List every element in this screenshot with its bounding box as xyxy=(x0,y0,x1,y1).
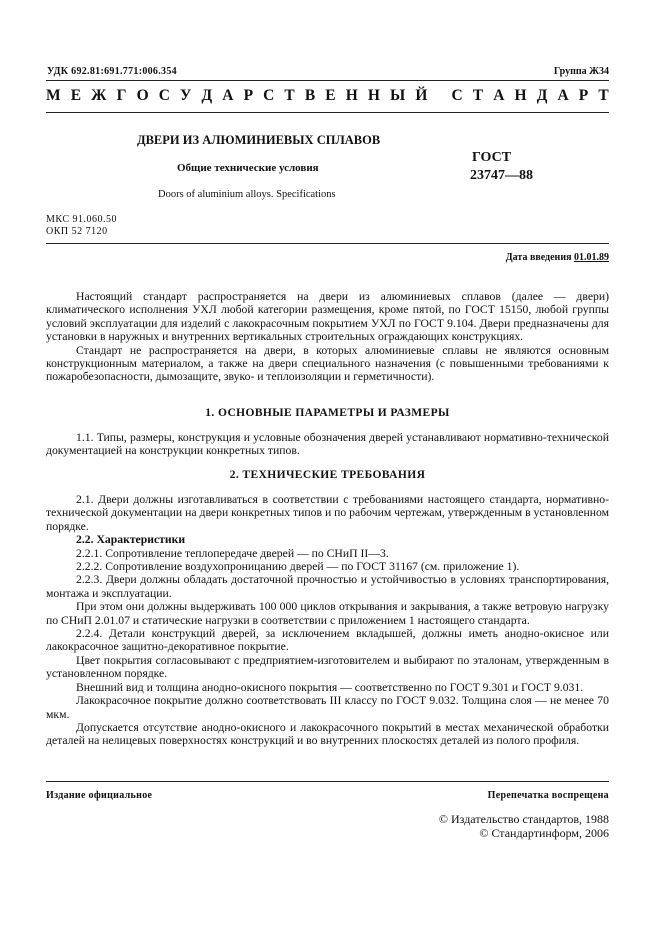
title-rule xyxy=(46,112,609,113)
standard-heading-letter: Ы xyxy=(390,87,406,104)
document-english-title: Doors of aluminium alloys. Specifications xyxy=(158,189,336,200)
clause-2-2-heading: 2.2. Характеристики xyxy=(76,533,186,547)
standard-heading-letter: У xyxy=(180,87,192,104)
clause-2-2-4-color: Цвет покрытия согласовывают с предприятием-изготовителем и выбирают по эталонам, утвержденным в установленном порядке. xyxy=(46,653,609,681)
codes-rule xyxy=(46,243,609,244)
standard-heading-letter: Н xyxy=(514,87,527,104)
clause-2-2-1: 2.2.1. Сопротивление теплопередаче дверей — по СНиП II—3. xyxy=(76,546,389,560)
header-rule xyxy=(46,80,609,81)
introduction-date xyxy=(506,252,609,263)
standard-heading-letter: А xyxy=(493,87,505,104)
intro-text xyxy=(46,290,609,384)
standard-heading-letter: Т xyxy=(472,87,484,104)
standard-heading-letter xyxy=(438,87,442,105)
section-2-heading: 2. ТЕХНИЧЕСКИЕ ТРЕБОВАНИЯ xyxy=(229,469,426,481)
standard-heading-letter: Р xyxy=(578,87,589,104)
footer-rule xyxy=(46,781,609,782)
gost-number xyxy=(470,149,540,185)
classification-codes xyxy=(46,214,117,238)
standard-heading-letter: Д xyxy=(536,87,548,104)
document-subtitle: Общие технические условия xyxy=(177,162,319,174)
standard-heading-letter: А xyxy=(222,87,234,104)
date-value: 01.01.89 xyxy=(574,252,609,263)
standard-heading-letter: Ж xyxy=(91,87,107,104)
section-2-text xyxy=(46,493,609,748)
standard-heading-letter: Е xyxy=(325,87,336,104)
standard-heading-letter: Т xyxy=(598,87,609,104)
clause-1-1: 1.1. Типы, размеры, конструкция и условные обозначения дверей устанавливают нормативно-технической документацией на конструкции конкретных типов. xyxy=(46,431,609,458)
standard-heading-letter: Е xyxy=(70,87,82,104)
standard-heading-letter: А xyxy=(557,87,569,104)
section-1-text xyxy=(46,431,609,458)
standard-heading-letter: С xyxy=(451,87,463,104)
standard-heading-letter: Д xyxy=(201,87,213,104)
clause-2-1: 2.1. Двери должны изготавливаться в соответствии с требованиями настоящего стандарта, нормативно-технической документации на двери конкретных типов и по рабочим чертежам, утвержденным в установленном порядке. xyxy=(46,493,609,533)
intro-paragraph: Настоящий стандарт распространяется на двери из алюминиевых сплавов (далее — двери) климатического исполнения УХЛ любой категории размещения, кроме пятой, по ГОСТ 15150, любой группы условий эксплуатации для изделий с лакокрасочным покрытием УХЛ по ГОСТ 9.104. Двери предназначены для установки в наружных и внутренних вертикальных строительных ограждающих конструкциях. xyxy=(46,290,609,344)
interstate-standard-heading xyxy=(46,87,609,105)
clause-2-2-4-exceptions: Допускается отсутствие анодно-окисного и лакокрасочного покрытий в местах механической обработки деталей на нелицевых поверхностях конструкций и во внутренних плоскостях деталей из полого профиля. xyxy=(46,720,609,748)
mks-code: МКС 91.060.50 xyxy=(46,214,117,225)
gost-label-line1: ГОСТ xyxy=(472,150,512,165)
okp-code: ОКП 52 7120 xyxy=(46,226,108,237)
gost-label-line2: 23747—88 xyxy=(470,168,533,183)
standard-heading-letter: Н xyxy=(367,87,380,104)
clause-2-2-4-paint: Лакокрасочное покрытие должно соответствовать III классу по ГОСТ 9.032. Толщина слоя — не менее 70 мкм. xyxy=(46,694,609,721)
official-edition-label: Издание официальное xyxy=(46,790,153,801)
standard-heading-letter: В xyxy=(304,87,316,104)
group-code: Группа Ж34 xyxy=(553,66,609,77)
clause-2-2-2: 2.2.2. Сопротивление воздухопроницанию дверей — по ГОСТ 31167 (см. приложение 1). xyxy=(76,560,520,574)
document-title: ДВЕРИ ИЗ АЛЮМИНИЕВЫХ СПЛАВОВ xyxy=(137,133,381,147)
standard-heading-letter: Р xyxy=(243,87,254,104)
clause-2-2-4-anodic: Внешний вид и толщина анодно-окисного покрытия — соответственно по ГОСТ 9.301 и ГОСТ 9.031. xyxy=(76,680,584,694)
clause-2-2-4: 2.2.4. Детали конструкций дверей, за исключением вкладышей, должны иметь анодно-окисное или лакокрасочное защитно-декоративное покрытие. xyxy=(46,627,609,654)
standard-heading-letter: Т xyxy=(284,87,295,104)
standard-heading-letter: Г xyxy=(116,87,127,104)
copyright-1988: © Издательство стандартов, 1988 xyxy=(438,812,609,826)
clause-2-2-3: 2.2.3. Двери должны обладать достаточной прочностью и устойчивостью в условиях транспортирования, монтажа и эксплуатации. xyxy=(46,573,609,600)
standard-heading-letter: С xyxy=(158,87,170,104)
standard-heading-letter: О xyxy=(136,87,149,104)
standard-heading-letter: М xyxy=(46,87,61,104)
date-label: Дата введения xyxy=(505,252,574,263)
copyright-2006: © Стандартинформ, 2006 xyxy=(479,826,609,840)
intro-paragraph: Стандарт не распространяется на двери, в которых алюминиевые сплавы не являются основным конструкционным материалом, а также на двери специального назначения (с повышенными требованиями к пожаробезопасности, дымозащите, звуко- и теплоизоляции и герметичности). xyxy=(46,343,609,384)
section-1-heading: 1. ОСНОВНЫЕ ПАРАМЕТРЫ И РАЗМЕРЫ xyxy=(205,407,450,419)
standard-heading-letter: Й xyxy=(415,87,428,104)
standard-heading-letter: С xyxy=(263,87,275,104)
standard-heading-letter: Н xyxy=(345,87,358,104)
udk-code: УДК 692.81:691.771:006.354 xyxy=(47,66,177,77)
clause-2-2-3-continued: При этом они должны выдерживать 100 000 циклов открывания и закрывания, а также ветровую нагрузку по СНиП 2.01.07 и статические нагрузки в соответствии с приложением 1 настоящего стандарта. xyxy=(46,600,609,627)
reprint-prohibited-label: Перепечатка воспрещена xyxy=(487,790,609,801)
